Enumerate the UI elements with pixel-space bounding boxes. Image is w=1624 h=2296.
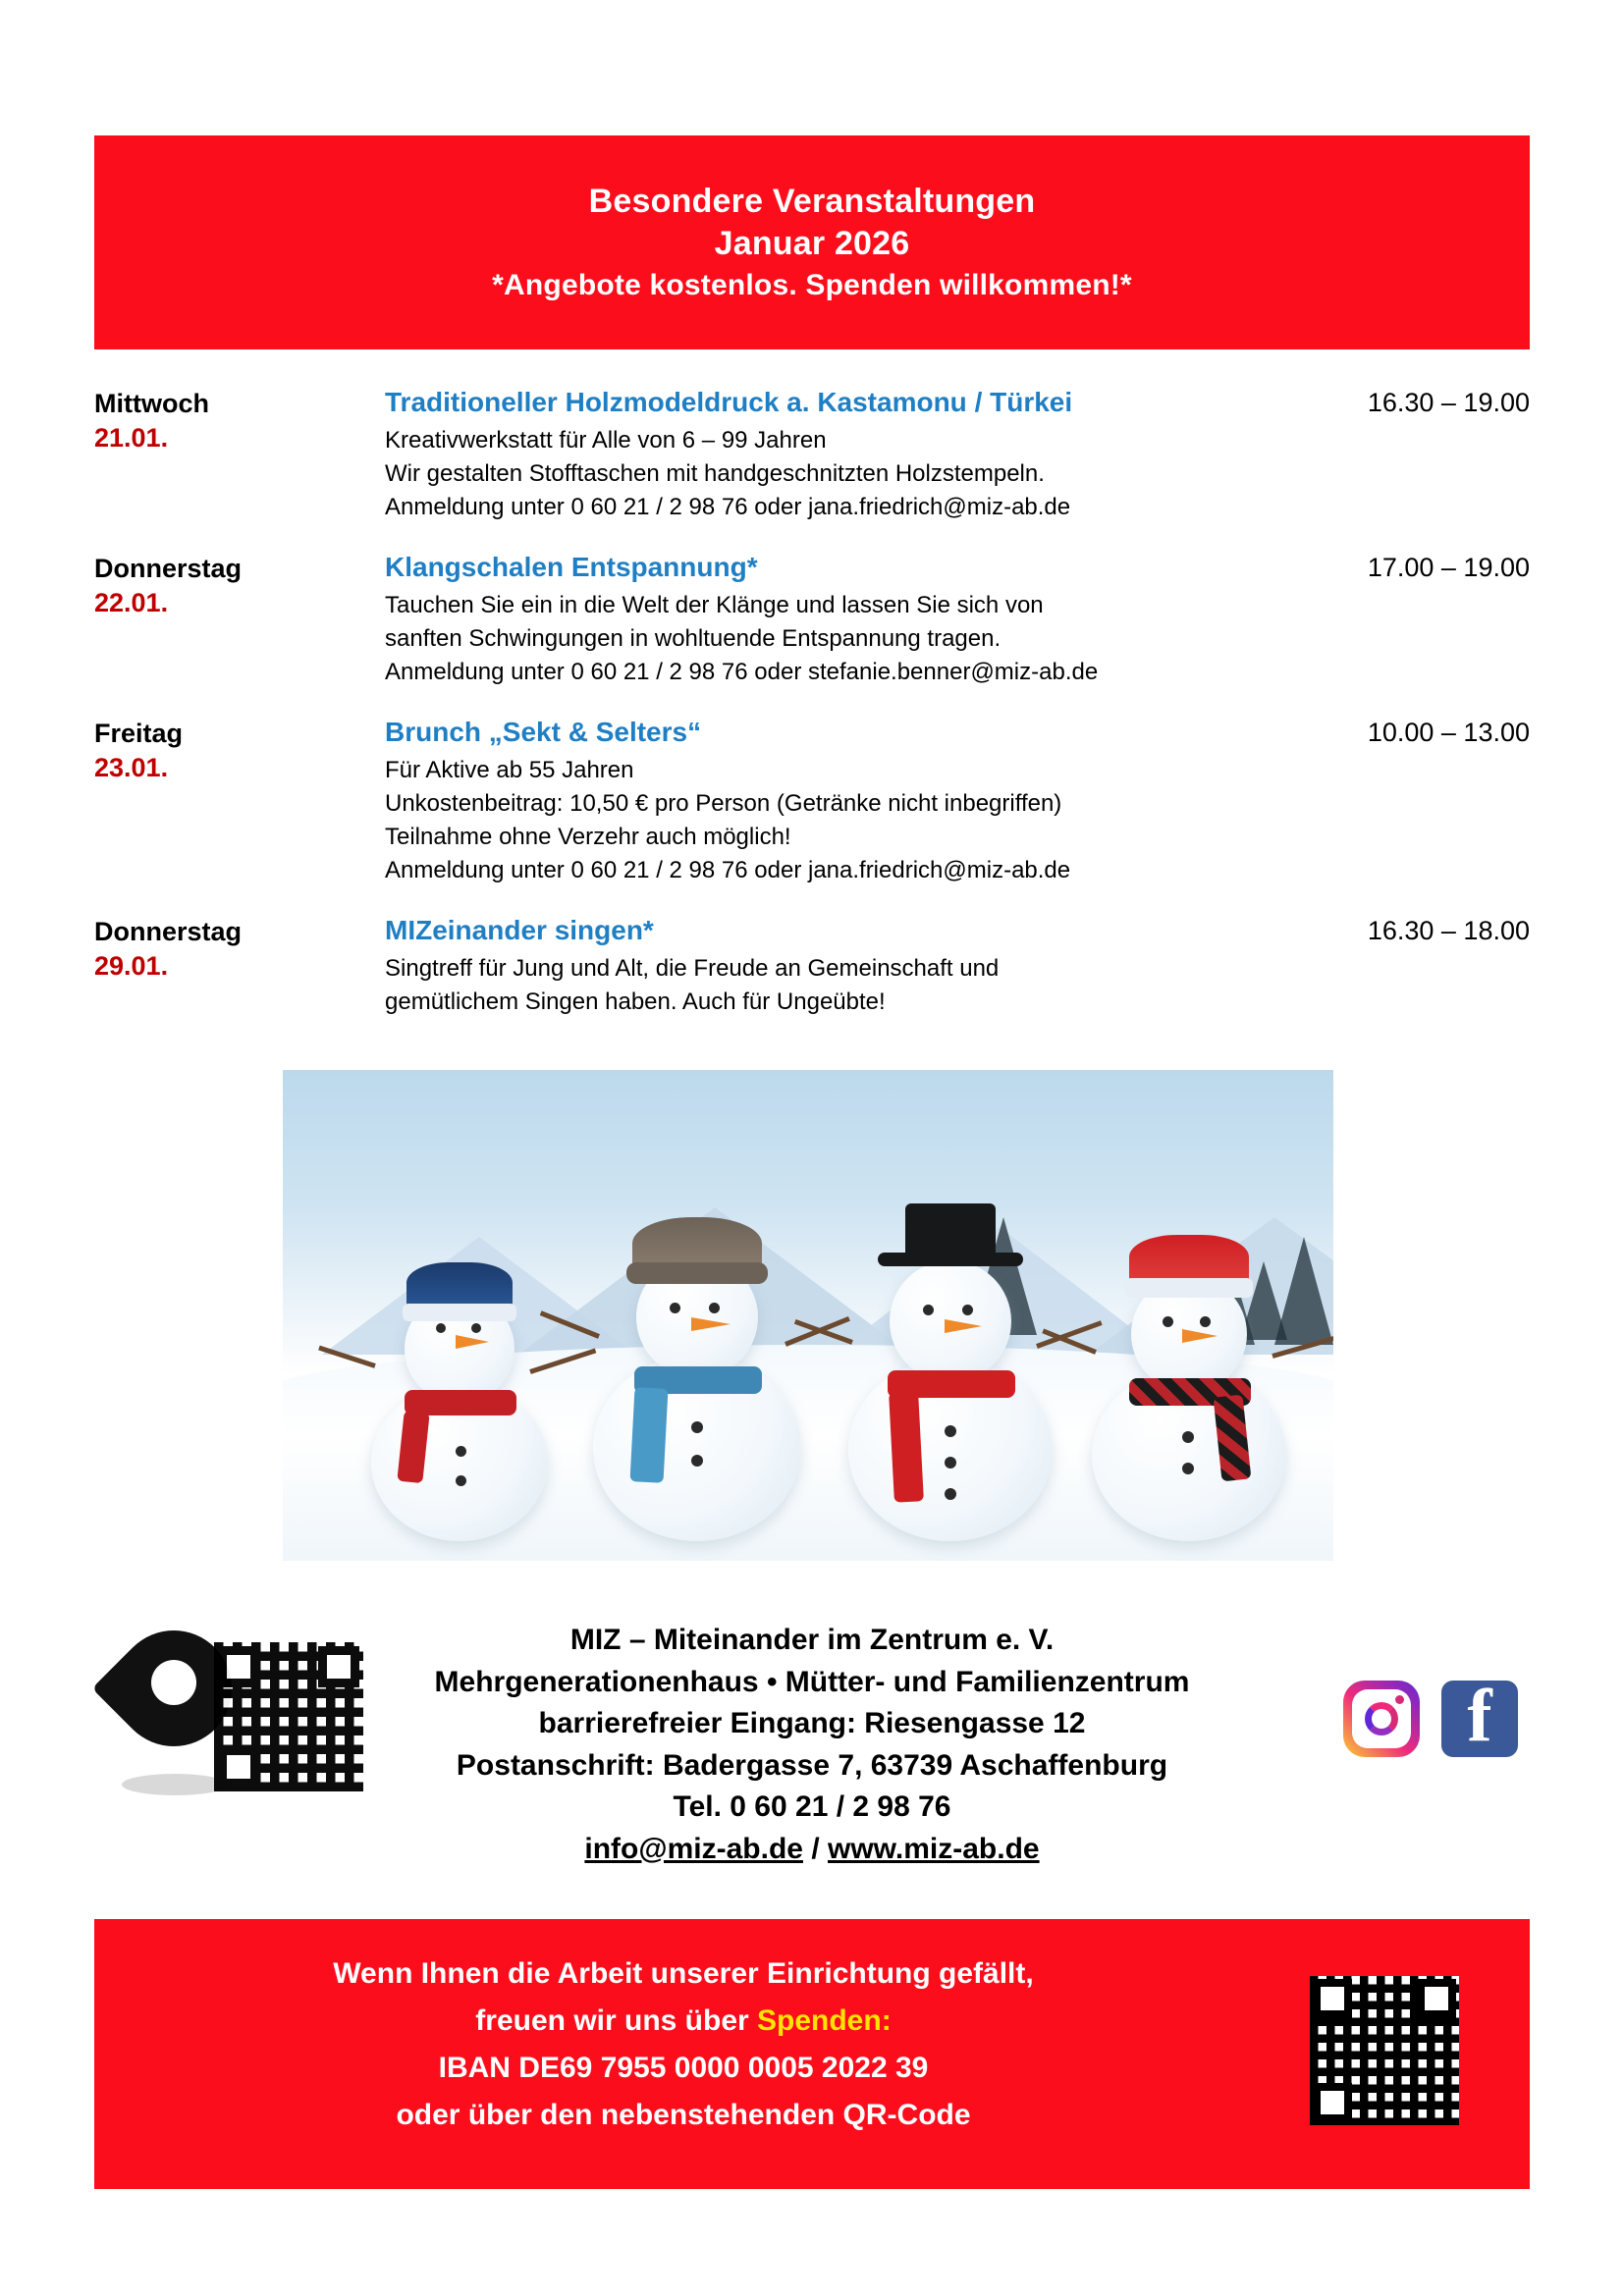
event-title: Brunch „Sekt & Selters“ <box>385 717 702 748</box>
event-item <box>94 385 1530 524</box>
donation-iban: IBAN DE69 7955 0000 0005 2022 39 <box>438 2052 929 2084</box>
facebook-glyph: f <box>1467 1681 1492 1757</box>
event-title: Traditioneller Holzmodeldruck a. Kastamonu / Türkei <box>385 387 1073 417</box>
event-main <box>385 550 1530 689</box>
event-date: 21.01. <box>94 422 169 453</box>
event-main <box>385 385 1530 524</box>
event-time: 16.30 – 18.00 <box>1367 916 1530 946</box>
event-daycol <box>94 385 385 455</box>
event-description <box>385 424 1530 524</box>
header-month: Januar 2026 <box>714 225 910 263</box>
donation-line-1: Wenn Ihnen die Arbeit unserer Einrichtung gefällt, <box>333 1957 1034 1990</box>
postal-address: Postanschrift: Badergasse 7, 63739 Aschaffenburg <box>456 1748 1168 1782</box>
photo-scene <box>283 1070 1333 1561</box>
event-description-line: Singtreff für Jung und Alt, die Freude an Gemeinschaft und <box>385 955 1000 983</box>
event-weekday: Freitag <box>94 719 184 749</box>
website-link[interactable]: www.miz-ab.de <box>828 1832 1040 1865</box>
contact-links <box>0 1829 1624 1871</box>
snowman-1 <box>361 1256 558 1541</box>
event-description-line: gemütlichem Singen haben. Auch für Ungeübte! <box>385 988 886 1016</box>
event-description <box>385 754 1530 887</box>
facebook-icon[interactable] <box>1441 1681 1518 1757</box>
donation-text <box>94 1950 1272 2139</box>
event-description <box>385 952 1530 1019</box>
event-description-line: Teilnahme ohne Verzehr auch möglich! <box>385 824 791 851</box>
org-subtitle: Mehrgenerationenhaus • Mütter- und Familienzentrum <box>434 1665 1190 1698</box>
header-banner <box>94 135 1530 349</box>
donation-line-2-prefix: freuen wir uns über <box>475 2004 758 2037</box>
event-description-line: Tauchen Sie ein in die Welt der Klänge und lassen Sie sich von <box>385 591 1044 618</box>
donation-qr-note: oder über den nebenstehenden QR-Code <box>396 2099 971 2131</box>
snowmen-photo <box>283 1070 1333 1561</box>
event-date: 23.01. <box>94 752 169 782</box>
event-weekday: Donnerstag <box>94 554 243 584</box>
entrance-address: barrierefreier Eingang: Riesengasse 12 <box>538 1707 1086 1740</box>
event-weekday: Donnerstag <box>94 917 243 947</box>
social-icons <box>1343 1681 1518 1757</box>
event-description-line: Unkostenbeitrag: 10,50 € pro Person (Getränke nicht inbegriffen) <box>385 790 1062 818</box>
link-separator: / <box>802 1832 828 1865</box>
donation-banner <box>94 1919 1530 2189</box>
event-date: 22.01. <box>94 587 169 617</box>
event-daycol <box>94 715 385 785</box>
phone-number: Tel. 0 60 21 / 2 98 76 <box>673 1790 951 1824</box>
snowman-2 <box>577 1178 813 1541</box>
snowman-4 <box>1078 1217 1304 1541</box>
event-description-line: Anmeldung unter 0 60 21 / 2 98 76 oder jana.friedrich@miz-ab.de <box>385 493 1071 520</box>
event-description-line: Für Aktive ab 55 Jahren <box>385 756 634 783</box>
event-time: 16.30 – 19.00 <box>1367 388 1530 417</box>
event-time: 17.00 – 19.00 <box>1367 553 1530 583</box>
events-list <box>94 385 1530 1044</box>
event-title: Klangschalen Entspannung* <box>385 552 758 583</box>
header-title: Besondere Veranstaltungen <box>588 182 1036 220</box>
header-note: *Angebote kostenlos. Spenden willkommen!* <box>492 268 1132 301</box>
event-weekday: Mittwoch <box>94 389 209 418</box>
event-title: MIZeinander singen* <box>385 915 654 946</box>
event-daycol <box>94 913 385 984</box>
event-description-line: Anmeldung unter 0 60 21 / 2 98 76 oder jana.friedrich@miz-ab.de <box>385 857 1071 884</box>
event-date: 29.01. <box>94 950 169 981</box>
event-daycol <box>94 550 385 620</box>
org-name: MIZ – Miteinander im Zentrum e. V. <box>569 1624 1055 1656</box>
event-description-line: Anmeldung unter 0 60 21 / 2 98 76 oder stefanie.benner@miz-ab.de <box>385 659 1099 686</box>
event-item <box>94 913 1530 1019</box>
event-item <box>94 715 1530 887</box>
instagram-icon[interactable] <box>1343 1681 1420 1757</box>
event-description-line: Wir gestalten Stofftaschen mit handgeschnitzten Holzstempeln. <box>385 459 1045 487</box>
email-link[interactable]: info@miz-ab.de <box>584 1832 803 1865</box>
event-main <box>385 715 1530 887</box>
event-time: 10.00 – 13.00 <box>1367 718 1530 748</box>
event-item <box>94 550 1530 689</box>
qr-code-donation-icon[interactable] <box>1310 1976 1459 2125</box>
event-main <box>385 913 1530 1019</box>
event-description-line: sanften Schwingungen in wohltuende Entspannung tragen. <box>385 624 1001 652</box>
event-description-line: Kreativwerkstatt für Alle von 6 – 99 Jahren <box>385 426 827 454</box>
donation-line-2 <box>94 1998 1272 2045</box>
snowman-3 <box>833 1198 1068 1541</box>
donation-highlight: Spenden: <box>757 2004 892 2037</box>
event-description <box>385 589 1530 689</box>
